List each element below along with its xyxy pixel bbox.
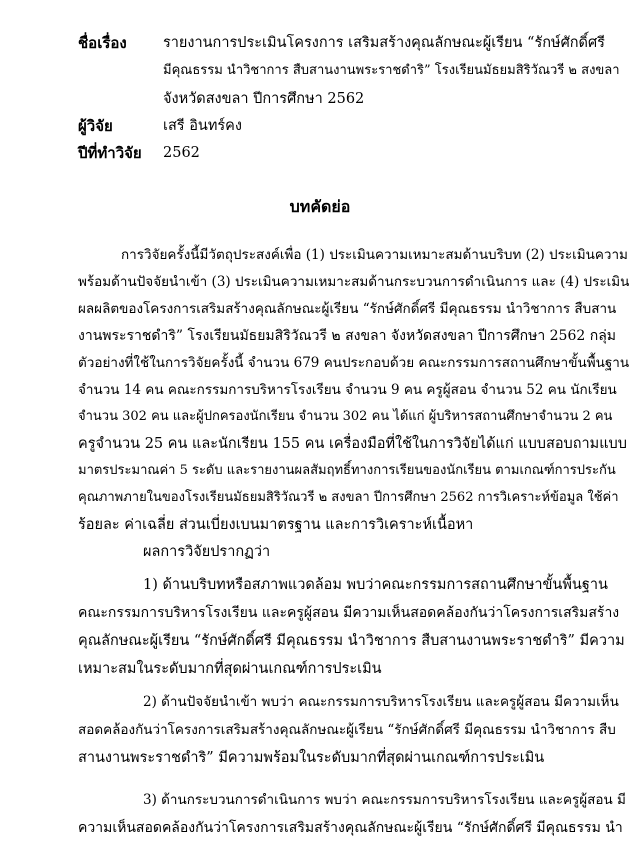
- result1-line: คุณลักษณะผู้เรียน “รักษ์ศักดิ์ศรี มีคุณธรรม นำวิชาการ สืบสานงานพระราชดำริ” มีความ: [78, 633, 625, 649]
- paragraph1-line: มาตรประมาณค่า 5 ระดับ และรายงานผลสัมฤทธิ์ทางการเรียนของนักเรียน ตามเกณฑ์การประกัน: [78, 463, 616, 478]
- result2-line: 2) ด้านปัจจัยนำเข้า พบว่า คณะกรรมการบริหารโรงเรียน และครูผู้สอน มีความเห็น: [143, 694, 619, 710]
- paragraph1-line: ร้อยละ ค่าเฉลี่ย ส่วนเบี่ยงเบนมาตรฐาน และการวิเคราะห์เนื้อหา: [78, 517, 474, 533]
- result3-line: ความเห็นสอดคล้องกันว่าโครงการเสริมสร้างคุณลักษณะผู้เรียน “รักษ์ศักดิ์ศรี มีคุณธรรม นำ: [78, 820, 623, 836]
- result1-line: 1) ด้านบริบทหรือสภาพแวดล้อม พบว่าคณะกรรมการสถานศึกษาขั้นพื้นฐาน: [143, 577, 608, 593]
- results-intro: ผลการวิจัยปรากฏว่า: [143, 544, 271, 560]
- researcher-name: เสรี อินทร์คง: [163, 118, 242, 134]
- result1-line: เหมาะสมในระดับมากที่สุดผ่านเกณฑ์การประเมิน: [78, 661, 382, 677]
- paragraph1-line: ผลผลิตของโครงการเสริมสร้างคุณลักษณะผู้เรียน “รักษ์ศักดิ์ศรี มีคุณธรรม นำวิชาการ สืบสาน: [78, 301, 617, 317]
- subject-line-1: รายงานการประเมินโครงการ เสริมสร้างคุณลักษณะผู้เรียน “รักษ์ศักดิ์ศรี: [163, 35, 605, 51]
- subject-line-2: มีคุณธรรม นำวิชาการ สืบสานงานพระราชดำริ” โรงเรียนมัธยมสิริวัณวรี ๒ สงขลา: [163, 63, 620, 78]
- subject-label: ชื่อเรื่อง: [78, 34, 127, 52]
- result2-line: สอดคล้องกันว่าโครงการเสริมสร้างคุณลักษณะผู้เรียน “รักษ์ศักดิ์ศรี มีคุณธรรม นำวิชาการ สืบ: [78, 722, 616, 738]
- result1-line: คณะกรรมการบริหารโรงเรียน และครูผู้สอน มีความเห็นสอดคล้องกันว่าโครงการเสริมสร้าง: [78, 605, 620, 621]
- year-label: ปีที่ทำวิจัย: [78, 144, 142, 162]
- paragraph1-line: ครูจำนวน 25 คน และนักเรียน 155 คน เครื่องมือที่ใช้ในการวิจัยได้แก่ แบบสอบถามแบบ: [78, 436, 627, 452]
- subject-line-3: จังหวัดสงขลา ปีการศึกษา 2562: [163, 91, 365, 107]
- paragraph1-line: งานพระราชดำริ” โรงเรียนมัธยมสิริวัณวรี ๒ สงขลา จังหวัดสงขลา ปีการศึกษา 2562 กลุ่ม: [78, 328, 616, 344]
- abstract-title: บทคัดย่อ: [289, 197, 351, 216]
- paragraph1-line: ตัวอย่างที่ใช้ในการวิจัยครั้งนี้ จำนวน 679 คนประกอบด้วย คณะกรรมการสถานศึกษาขั้นพื้นฐาน: [78, 355, 630, 371]
- paragraph1-line: คุณภาพภายในของโรงเรียนมัธยมสิริวัณวรี ๒ สงขลา ปีการศึกษา 2562 การวิเคราะห์ข้อมูล ใช้ค่า: [78, 490, 619, 505]
- research-year: 2562: [163, 145, 200, 161]
- result2-line: สานงานพระราชดำริ” มีความพร้อมในระดับมากที่สุดผ่านเกณฑ์การประเมิน: [78, 750, 545, 766]
- researcher-label: ผู้วิจัย: [78, 117, 113, 135]
- paragraph1-line: จำนวน 14 คน คณะกรรมการบริหารโรงเรียน จำนวน 9 คน ครูผู้สอน จำนวน 52 คน นักเรียน: [78, 382, 617, 398]
- result3-line: 3) ด้านกระบวนการดำเนินการ พบว่า คณะกรรมการบริหารโรงเรียน และครูผู้สอน มี: [143, 792, 626, 808]
- paragraph1-line: จำนวน 302 คน และผู้ปกครองนักเรียน จำนวน 302 คน ได้แก่ ผู้บริหารสถานศึกษาจำนวน 2 คน: [78, 409, 613, 424]
- paragraph1-line: การวิจัยครั้งนี้มีวัตถุประสงค์เพื่อ (1) ประเมินความเหมาะสมด้านบริบท (2) ประเมินความ: [121, 247, 628, 263]
- paragraph1-line: พร้อมด้านปัจจัยนำเข้า (3) ประเมินความเหมาะสมด้านกระบวนการดำเนินการ และ (4) ประเมิน: [78, 274, 630, 290]
